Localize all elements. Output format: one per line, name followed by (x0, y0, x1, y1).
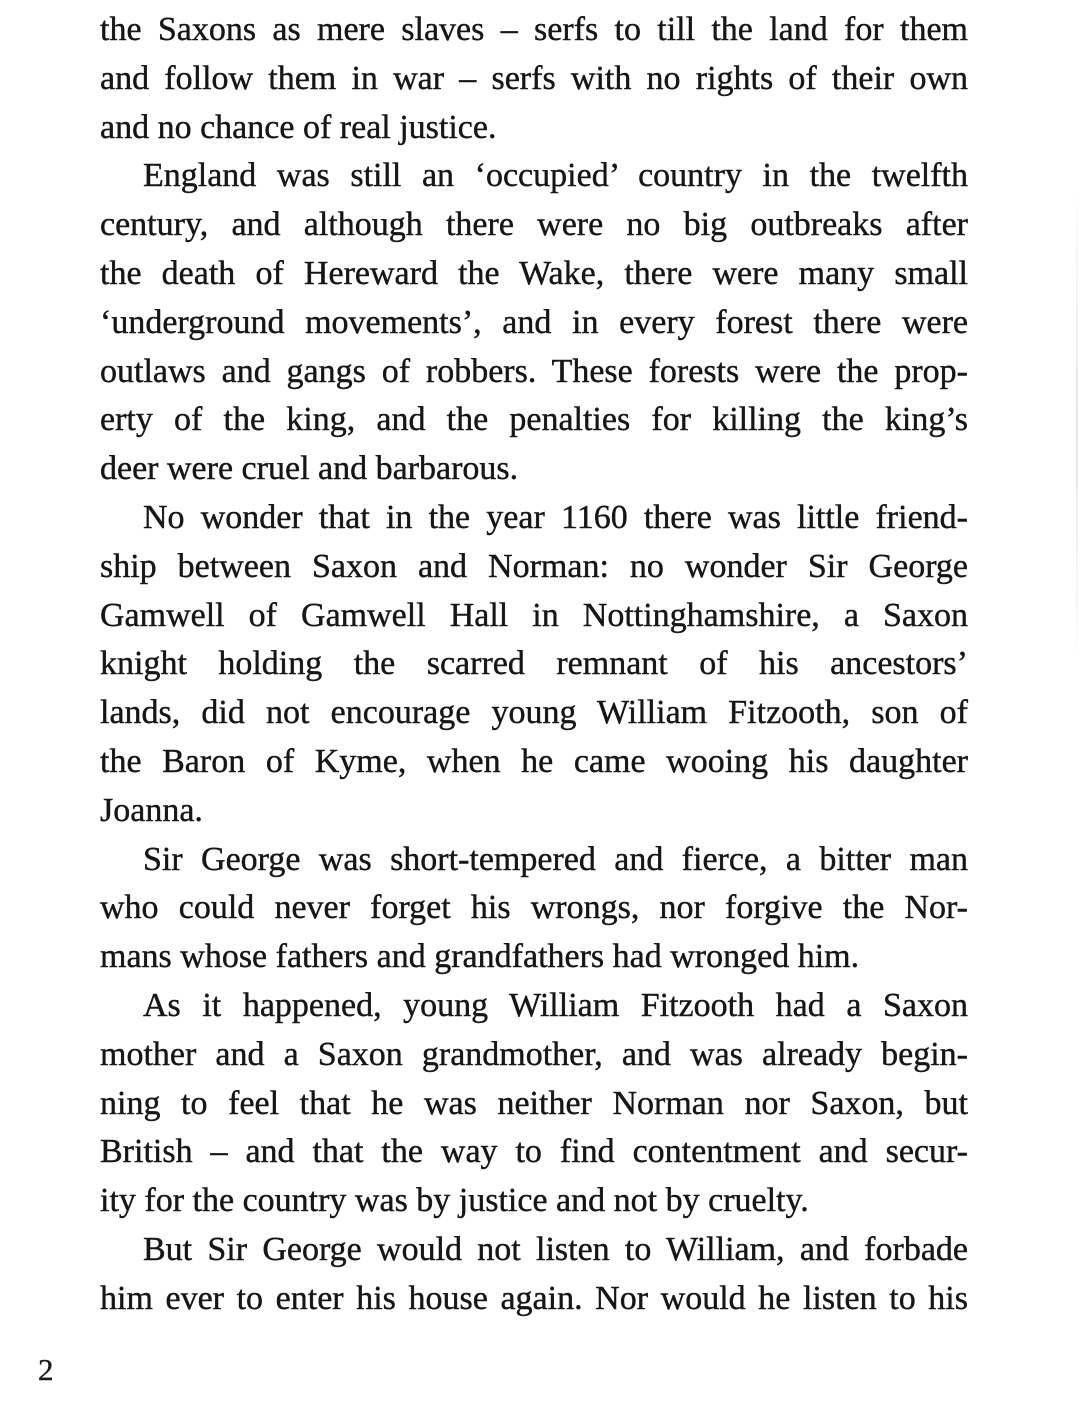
text-line: Sir George was short-tempered and fierce, a bitter man (143, 840, 968, 878)
text-line: the Saxons as mere slaves – serfs to till the land for them (100, 11, 968, 48)
text-line: Gamwell of Gamwell Hall in Nottinghamshire, a Saxon (100, 596, 968, 634)
text-line: who could never forget his wrongs, nor forgive the Nor- (100, 889, 968, 927)
text-line: erty of the king, and the penalties for killing the king’s (100, 401, 968, 439)
scan-edge-artifact (1076, 185, 1078, 665)
text-line: century, and although there were no big outbreaks after (100, 206, 968, 244)
text-line: ning to feel that he was neither Norman nor Saxon, but (100, 1084, 968, 1122)
text-line: and no chance of real justice. (100, 108, 497, 146)
paragraph (100, 1226, 968, 1324)
text-line: ity for the country was by justice and not by cruelty. (100, 1182, 809, 1220)
paragraph (100, 494, 968, 836)
text-line: deer were cruel and barbarous. (100, 450, 519, 488)
text-line: ‘underground movements’, and in every forest there were (100, 303, 968, 341)
text-line: outlaws and gangs of robbers. These forests were the prop- (100, 352, 968, 390)
text-line: England was still an ‘occupied’ country in the twelfth (143, 157, 968, 195)
text-line: But Sir George would not listen to William, and forbade (143, 1230, 968, 1268)
text-line: British – and that the way to find contentment and secur- (100, 1133, 968, 1171)
text-line: Joanna. (100, 791, 203, 829)
page-number: 2 (38, 1352, 54, 1387)
page-text-column (100, 6, 968, 1324)
text-line: No wonder that in the year 1160 there was little friend- (143, 498, 968, 536)
text-line: lands, did not encourage young William Fitzooth, son of (100, 694, 968, 732)
text-line: him ever to enter his house again. Nor would he listen to his (100, 1279, 968, 1317)
paragraph (100, 6, 968, 152)
paragraph (100, 152, 968, 494)
text-line: ship between Saxon and Norman: no wonder Sir George (100, 547, 968, 585)
text-line: the Baron of Kyme, when he came wooing his daughter (100, 742, 968, 780)
text-line: knight holding the scarred remnant of his ancestors’ (100, 645, 968, 683)
paragraph (100, 836, 968, 982)
text-line: and follow them in war – serfs with no rights of their own (100, 59, 968, 97)
text-line: As it happened, young William Fitzooth had a Saxon (143, 986, 968, 1024)
text-line: the death of Hereward the Wake, there were many small (100, 254, 968, 292)
text-line: mother and a Saxon grandmother, and was already begin- (100, 1035, 968, 1073)
text-line: mans whose fathers and grandfathers had wronged him. (100, 938, 860, 976)
paragraph (100, 982, 968, 1226)
